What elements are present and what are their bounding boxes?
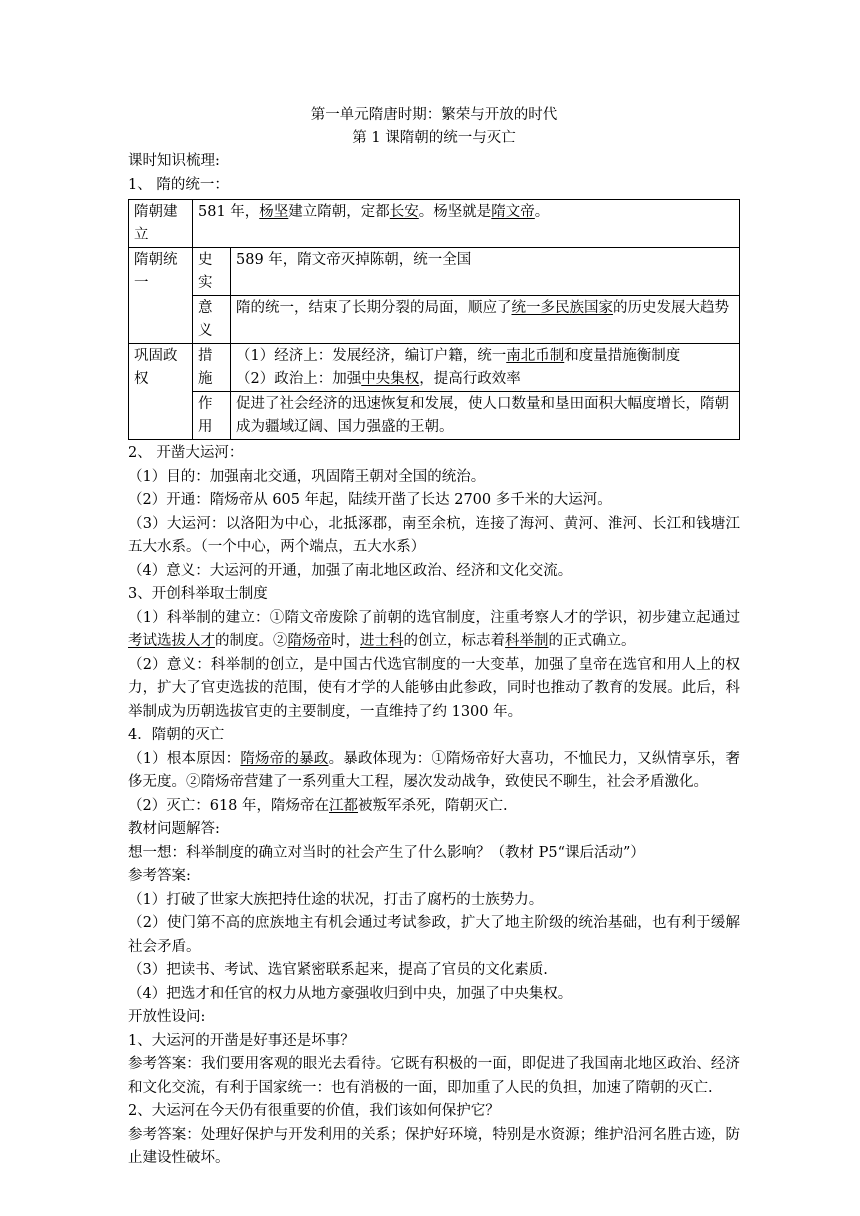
lesson-title: 第 1 课隋朝的统一与灭亡 — [352, 130, 516, 146]
unit-title: 第一单元隋唐时期：繁荣与开放的时代 — [310, 107, 558, 123]
canal-description: （3）大运河：以洛阳为中心，北抵涿郡，南至余杭，连接了海河、黄河、淮河、长江和钱塘江五大水系。（一个中心，两个端点，五大水系） — [128, 515, 740, 555]
answer-item: （1）打破了世家大族把持仕途的状况，打击了腐朽的士族势力。 — [128, 891, 544, 908]
table-row — [129, 344, 740, 392]
row-head-establish: 隋朝建立 — [129, 200, 193, 248]
section-fall-heading: 4．隋朝的灭亡 — [128, 727, 225, 743]
row-text-establish: 581 年，杨坚建立隋朝，定都长安。杨坚就是隋文帝。 — [193, 200, 740, 248]
fall-end: （2）灭亡：618 年，隋炀帝在江都被叛军杀死，隋朝灭亡. — [128, 797, 508, 814]
sub-head-effect: 作用 — [193, 392, 231, 440]
canal-opening: （2）开通：隋炀帝从 605 年起，陆续开凿了长达 2700 多千米的大运河。 — [128, 492, 612, 508]
section-open-questions-heading: 开放性设问: — [128, 1009, 206, 1025]
cell-effect: 促进了社会经济的迅速恢复和发展，使人口数量和垦田面积大幅度增长，隋朝成为疆域辽阔、国力强盛的王朝。 — [231, 392, 740, 440]
sub-head-measures: 措施 — [193, 344, 231, 392]
answer-item: （2）使门第不高的庶族地主有机会通过考试参政，扩大了地主阶级的统治基础，也有利于缓解社会矛盾。 — [128, 915, 740, 955]
sub-head-meaning: 意义 — [193, 296, 231, 344]
section-canal-heading: 2、 开凿大运河： — [128, 445, 244, 461]
fall-cause: （1）根本原因：隋炀帝的暴政。暴政体现为：①隋炀帝好大喜功，不恤民力，又纵情享乐，奢侈无度。②隋炀帝营建了一系列重大工程，屡次发动战争，致使民不聊生，社会矛盾激化。 — [128, 750, 741, 790]
row-head-consolidate: 巩固政权 — [129, 344, 193, 440]
sub-head-facts: 史实 — [193, 248, 231, 296]
cell-meaning: 隋的统一，结束了长期分裂的局面，顺应了统一多民族国家的历史发展大趋势 — [231, 296, 740, 344]
table-row — [129, 248, 740, 296]
exam-establishment: （1）科举制的建立：①隋文帝废除了前朝的选官制度，注重考察人才的学识，初步建立起通过考试选拔人才的制度。②隋炀帝时，进士科的创立，标志着科举制的正式确立。 — [128, 609, 740, 649]
table-row — [129, 296, 740, 344]
cell-facts: 589 年，隋文帝灭掉陈朝，统一全国 — [231, 248, 740, 296]
open-answer-1: 参考答案：我们要用客观的眼光去看待。它既有积极的一面，即促进了我国南北地区政治、经济和文化交流，有利于国家统一：也有消极的一面，即加重了人民的负担，加速了隋朝的灭亡. — [128, 1056, 740, 1096]
textbook-question: 想一想：科举制度的确立对当时的社会产生了什么影响？（教材 P5“课后活动”） — [128, 844, 645, 861]
open-answer-2: 参考答案：处理好保护与开发利用的关系；保护好环境，特别是水资源；维护沿河名胜古迹，防止建设性破坏。 — [128, 1126, 740, 1166]
knowledge-table — [128, 199, 740, 440]
canal-significance: （4）意义：大运河的开通，加强了南北地区政治、经济和文化交流。 — [128, 562, 573, 579]
section-knowledge-heading: 课时知识梳理: — [128, 153, 220, 169]
row-head-unify: 隋朝统一 — [129, 248, 193, 344]
table-row — [129, 200, 740, 248]
answer-item: （4）把选才和任官的权力从地方豪强收归到中央，加强了中央集权。 — [128, 985, 573, 1002]
section-sui-unification-heading: 1、 隋的统一： — [128, 176, 229, 193]
table-row — [129, 392, 740, 440]
document-page — [128, 104, 740, 1171]
section-exam-heading: 3、开创科举取士制度 — [128, 586, 268, 602]
answer-item: （3）把读书、考试、选官紧密联系起来，提高了官员的文化素质. — [128, 962, 548, 978]
exam-significance: （2）意义：科举制的创立，是中国古代选官制度的一大变革，加强了皇帝在选官和用人上的权力，扩大了官吏选拔的范围，使有才学的人能够由此参政，同时也推动了教育的发展。此后，科举制成为历朝选拔官吏的主要制度，一直维持了约 1300 年。 — [128, 656, 740, 720]
open-question-2: 2、大运河在今天仍有很重要的价值，我们该如何保护它？ — [128, 1103, 500, 1119]
answer-label: 参考答案: — [128, 868, 191, 884]
section-textbook-qa-heading: 教材问题解答: — [128, 821, 220, 837]
cell-measures: （1）经济上：发展经济，编订户籍，统一南北币制和度量措施衡制度 （2）政治上：加强中央集权，提高行政效率 — [231, 344, 740, 392]
canal-purpose: （1）目的：加强南北交通，巩固隋王朝对全国的统治。 — [128, 468, 486, 485]
open-question-1: 1、大运河的开凿是好事还是坏事？ — [128, 1032, 355, 1049]
